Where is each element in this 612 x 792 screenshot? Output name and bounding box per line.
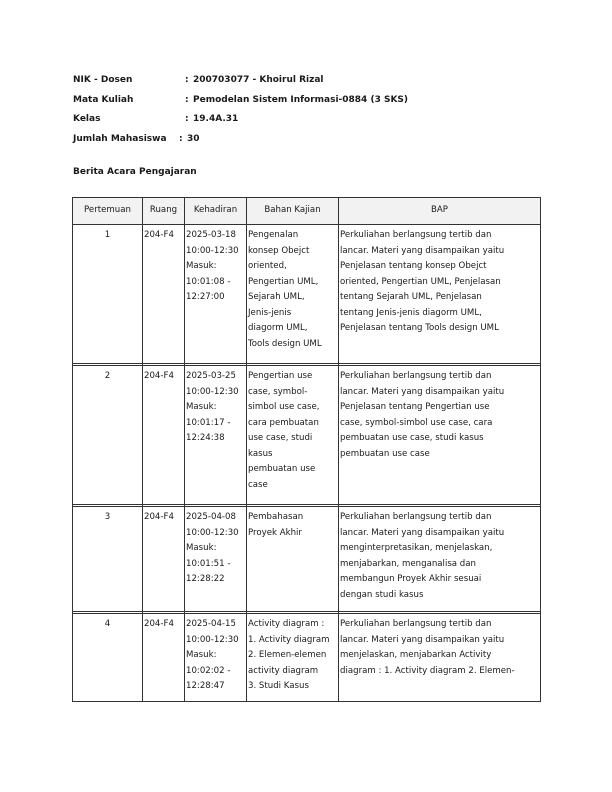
table-row	[73, 614, 541, 702]
cell-bahan-kajian: Pengenalan konsep Obejct oriented, Pengertian UML, Sejarah UML, Jenis-jenis diagorm UML, Tools design UML	[247, 225, 339, 364]
cell-ruang: 204-F4	[143, 225, 185, 364]
section-title: Berita Acara Pengajaran	[73, 167, 197, 177]
info-value: 19.4A.31	[193, 114, 239, 124]
cell-kehadiran: 2025-04-08 10:00-12:30 Masuk: 10:01:51 - 12:28:22	[185, 507, 247, 612]
cell-pertemuan: 3	[73, 507, 143, 612]
cell-bahan-kajian: Activity diagram : 1. Activity diagram 2. Elemen-elemen activity diagram 3. Studi Kasus	[247, 614, 339, 702]
table-row	[73, 366, 541, 505]
cell-bahan-kajian: Pembahasan Proyek Akhir	[247, 507, 339, 612]
cell-pertemuan: 2	[73, 366, 143, 505]
table-row	[73, 225, 541, 364]
info-label: Jumlah Mahasiswa	[73, 133, 167, 144]
cell-bap: Perkuliahan berlangsung tertib dan lancar. Materi yang disampaikan yaitu Penjelasan tentang konsep Obejct oriented, Pengertian UML, Penjelasan tentang Sejarah UML, Penjelasan tentang Jenis-jenis diagorm UML, Penjelasan tentang Tools design UML	[339, 225, 541, 364]
cell-bap: Perkuliahan berlangsung tertib dan lancar. Materi yang disampaikan yaitu menginterpretasikan, menjelaskan, menjabarkan, menganalisa dan membangun Proyek Akhir sesuai dengan studi kasus	[339, 507, 541, 612]
column-header-bahan-kajian: Bahan Kajian	[247, 198, 339, 225]
cell-bap: Perkuliahan berlangsung tertib dan lancar. Materi yang disampaikan yaitu menjelaskan, menjabarkan Activity diagram : 1. Activity diagram 2. Elemen-	[339, 614, 541, 702]
info-separator: :	[185, 75, 189, 85]
cell-bap: Perkuliahan berlangsung tertib dan lancar. Materi yang disampaikan yaitu Penjelasan tentang Pengertian use case, symbol-simbol use case, cara pembuatan use case, studi kasus pembuatan use case	[339, 366, 541, 505]
info-value: 200703077 - Khoirul Rizal	[193, 75, 324, 85]
column-header-ruang: Ruang	[143, 198, 185, 225]
bap-table	[72, 197, 541, 702]
info-separator: :	[185, 94, 189, 105]
cell-kehadiran: 2025-03-18 10:00-12:30 Masuk: 10:01:08 - 12:27:00	[185, 225, 247, 364]
info-value: 30	[187, 133, 200, 144]
cell-ruang: 204-F4	[143, 507, 185, 612]
info-label: NIK - Dosen	[73, 75, 133, 85]
info-label: Mata Kuliah	[73, 94, 134, 105]
cell-pertemuan: 4	[73, 614, 143, 702]
cell-ruang: 204-F4	[143, 366, 185, 505]
cell-kehadiran: 2025-03-25 10:00-12:30 Masuk: 10:01:17 - 12:24:38	[185, 366, 247, 505]
cell-kehadiran: 2025-04-15 10:00-12:30 Masuk: 10:02:02 - 12:28:47	[185, 614, 247, 702]
cell-pertemuan: 1	[73, 225, 143, 364]
info-separator: :	[185, 114, 189, 124]
cell-bahan-kajian: Pengertian use case, symbol- simbol use case, cara pembuatan use case, studi kasus pembuatan use case	[247, 366, 339, 505]
table-row	[73, 507, 541, 612]
cell-ruang: 204-F4	[143, 614, 185, 702]
column-header-pertemuan: Pertemuan	[73, 198, 143, 225]
info-separator: :	[179, 133, 183, 144]
info-value: Pemodelan Sistem Informasi-0884 (3 SKS)	[193, 94, 409, 105]
column-header-kehadiran: Kehadiran	[185, 198, 247, 225]
table-header-row	[73, 198, 541, 225]
column-header-bap: BAP	[339, 198, 541, 225]
info-label: Kelas	[73, 114, 101, 124]
